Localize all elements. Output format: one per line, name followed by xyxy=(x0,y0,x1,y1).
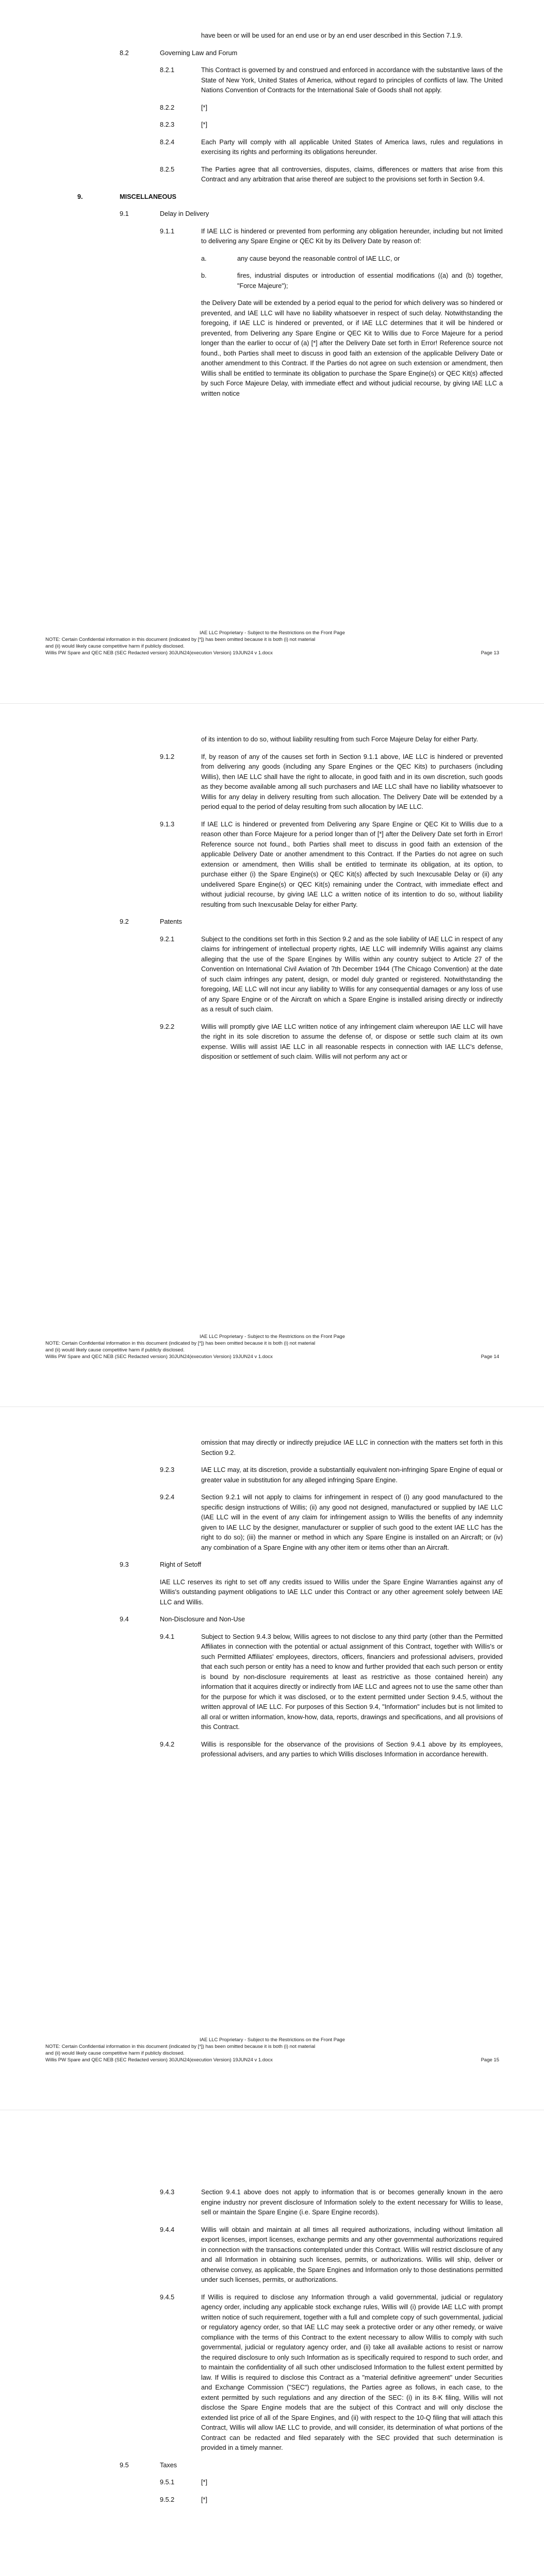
footer-doc-ref: Willis PW Spare and QEC NEB (SEC Redacted version) 30JUN24(execution Version) 19JUN24 v 1.docx xyxy=(45,2057,273,2063)
clause-number: 9.2 xyxy=(120,918,129,925)
clause-text: have been or will be used for an end use or by an end user described in this Section 7.1.9. xyxy=(201,32,463,39)
clause xyxy=(77,1493,503,1553)
clause-number: 9.1.3 xyxy=(160,820,175,828)
clause-number: 8.2.3 xyxy=(160,121,175,128)
clause-number: 9.3 xyxy=(120,1561,129,1568)
footer-note: NOTE: Certain Confidential information in this document (indicated by [*]) has been omitted because it is both (i) not material xyxy=(45,2044,316,2049)
footer-note: and (ii) would likely cause competitive harm if publicly disclosed. xyxy=(45,643,185,649)
footer-note: and (ii) would likely cause competitive harm if publicly disclosed. xyxy=(45,1347,185,1353)
clause-number: a. xyxy=(201,255,207,262)
clause xyxy=(77,2495,503,2505)
clause-text: The Parties agree that all controversies, disputes, claims, differences or matters that arise from this Contract and any arbitration that arise thereof are subject to the provisions set forth in Section 9.4. xyxy=(201,165,503,183)
clause-number: 9.5.1 xyxy=(160,2479,175,2486)
clause-number: 9.4.2 xyxy=(160,1740,175,1748)
clause-text: Section 9.2.1 will not apply to claims for infringement in respect of (i) any good manufactured to the specific design instructions of Willis; (ii) any good not designed, manufactured or supplied by IAE LLC (IAE LLC will in the event of any claim for infringement assign to Willis the benefits of any indemnity given to IAE LLC by the designer, manufacturer or supplier of such good to the extent IAE LLC has the right to do so); (iii) the manner or method in which any Spare Engine is installed on an Aircraft; or (iv) any combination of a Spare Engine with any other item or items other than an Aircraft. xyxy=(201,1494,503,1551)
clause xyxy=(77,138,503,158)
clause-number: 8.2.5 xyxy=(160,165,175,173)
clause-number: 8.2.2 xyxy=(160,104,175,111)
page-content xyxy=(77,2188,503,2512)
clause xyxy=(77,1632,503,1733)
document-page xyxy=(0,703,544,1406)
page-footer xyxy=(45,1333,499,1360)
clause xyxy=(77,227,503,247)
clause xyxy=(77,1615,503,1625)
clause-text: If, by reason of any of the causes set forth in Section 9.1.1 above, IAE LLC is hindered or prevented from delivering any goods (including any Spare Engines or the QEC Kits) to purchasers (including Willis), then IAE LLC shall have the right to allocate, in good faith and in its own discretion, such goods as they become available among all such purchasers and IAE LLC shall have no liability whatsoever to Willis for any delay in delivery resulting from such allocation. The Delivery Date will be extended by a period equal to the period of delay resulting from such allocation by IAE LLC. xyxy=(201,753,503,810)
footer-doc-ref: Willis PW Spare and QEC NEB (SEC Redacted version) 30JUN24(execution Version) 19JUN24 v 1.docx xyxy=(45,1354,273,1360)
clause-text: fires, industrial disputes or introduction of essential modifications ((a) and (b) together, "Force Majeure"); xyxy=(237,272,503,290)
page-number: Page 15 xyxy=(481,2057,499,2063)
clause-text: IAE LLC may, at its discretion, provide a substantially equivalent non-infringing Spare Engine of equal or greater value in substitution for any alleged infringing Spare Engine. xyxy=(201,1466,503,1484)
clause-text: Taxes xyxy=(160,2461,177,2469)
clause-text: Governing Law and Forum xyxy=(160,49,238,57)
document-page xyxy=(0,0,544,703)
clause xyxy=(77,254,503,264)
clause-number: 9.2.2 xyxy=(160,1023,175,1030)
clause xyxy=(77,271,503,291)
footer-note: and (ii) would likely cause competitive harm if publicly disclosed. xyxy=(45,2050,185,2056)
clause-continuation xyxy=(77,1438,503,1458)
clause-text: [*] xyxy=(201,104,207,111)
clause-number: b. xyxy=(201,272,207,279)
page-footer xyxy=(45,630,499,656)
clause-text: of its intention to do so, without liability resulting from such Force Majeure Delay for either Party. xyxy=(201,736,479,743)
clause-number: 9.2.4 xyxy=(160,1494,175,1501)
clause-text: Willis will obtain and maintain at all times all required authorizations, including without limitation all export licenses, import licenses, exchange permits and any other governmental authorizations required in connection with the transactions contemplated under this Contract. Willis will restrict disclosure of any and all Information in obtaining such licenses, permits, or authorizations. Willis will ship, deliver or otherwise convey, as applicable, the Spare Engines and Information only to those destinations permitted under such licenses, permits, or authorizations. xyxy=(201,2226,503,2283)
clause xyxy=(77,2188,503,2218)
clause-continuation xyxy=(77,31,503,41)
footer-proprietary: IAE LLC Proprietary - Subject to the Restrictions on the Front Page xyxy=(200,630,345,636)
page-footer xyxy=(45,2037,499,2063)
clause-number: 8.2 xyxy=(120,49,129,57)
clause-text: If IAE LLC is hindered or prevented from performing any obligation hereunder, including but not limited to delivering any Spare Engine or QEC Kit by its Delivery Date by reason of: xyxy=(201,227,503,245)
clause-number: 9.4.3 xyxy=(160,2189,175,2196)
clause-text: [*] xyxy=(201,2479,207,2486)
clause xyxy=(77,192,503,202)
clause-number: 9.2.3 xyxy=(160,1466,175,1473)
clause xyxy=(77,2461,503,2471)
page-number: Page 14 xyxy=(481,1354,499,1360)
clause xyxy=(77,1465,503,1485)
clause-text: Each Party will comply with all applicable United States of America laws, rules and regulations in exercising its rights and performing its obligations hereunder. xyxy=(201,138,503,156)
footer-doc-ref: Willis PW Spare and QEC NEB (SEC Redacted version) 30JUN24(execution Version) 19JUN24 v 1.docx xyxy=(45,650,273,656)
clause-number: 8.2.1 xyxy=(160,66,175,74)
clause-text: Section 9.4.1 above does not apply to information that is or becomes generally known in the aero engine industry nor prevent disclosure of Information solely to the extent necessary for Willis to lease, sell or maintain the Spare Engine (i.e. Spare Engine records). xyxy=(201,2189,503,2216)
clause-text: omission that may directly or indirectly prejudice IAE LLC in connection with the matters set forth in this Section 9.2. xyxy=(201,1439,503,1456)
clause-text: Subject to Section 9.4.3 below, Willis agrees to not disclose to any third party (other than the Permitted Affiliates in connection with the potential or actual assignment of this Contract, together with Willis's or such Permitted Affiliates' employees, directors, officers, financiers and professional advisers, provided that each such person or entity has a need to know and further provided that each such person or entity is bound by non-disclosure requirements at least as restrictive as those contained herein) any information that it acquires directly or indirectly from IAE LLC and agrees not to use the same other than for the purpose for which it was disclosed, or to the extent permitted under Section 9.4.5, without the written approval of IAE LLC. For purposes of this Section 9.4, "Information" includes but is not limited to all oral or written information, know-how, data, reports, drawings and specifications, and all provisions of this Contract. xyxy=(201,1633,503,1731)
clause-text: any cause beyond the reasonable control of IAE LLC, or xyxy=(237,255,400,262)
clause xyxy=(77,935,503,1015)
clause-text: Right of Setoff xyxy=(160,1561,202,1568)
clause-text: MISCELLANEOUS xyxy=(120,193,176,200)
clause-text: IAE LLC reserves its right to set off any credits issued to Willis under the Spare Engine Warranties against any of Willis's outstanding payment obligations to IAE LLC under this Contract or any other agreement solely between IAE LLC and Willis. xyxy=(160,1578,503,1606)
clause xyxy=(77,752,503,812)
footer-note: NOTE: Certain Confidential information in this document (indicated by [*]) has been omitted because it is both (i) not material xyxy=(45,1341,316,1346)
clause-text: Non-Disclosure and Non-Use xyxy=(160,1616,245,1623)
clause-text: Delay in Delivery xyxy=(160,210,209,217)
clause xyxy=(77,65,503,96)
clause xyxy=(77,2478,503,2488)
clause-number: 9. xyxy=(77,193,83,200)
clause xyxy=(77,48,503,59)
clause-text: [*] xyxy=(201,2496,207,2503)
clause xyxy=(77,2293,503,2453)
clause xyxy=(77,917,503,927)
clause-number: 9.4.4 xyxy=(160,2226,175,2233)
clause-number: 9.4 xyxy=(120,1616,129,1623)
clause-number: 9.5.2 xyxy=(160,2496,175,2503)
clause-number: 9.4.5 xyxy=(160,2293,175,2301)
clause xyxy=(77,820,503,910)
clause-text: Subject to the conditions set forth in this Section 9.2 and as the sole liability of IAE LLC in respect of any claims for infringement of intellectual property rights, IAE LLC will indemnify Willis against any claims alleging that the use of the Spare Engines by Willis within any country subject to Article 27 of the Convention on International Civil Aviation of 7th December 1944 (The Chicago Convention) at the date of such claim infringes any patent, design, or model duly granted or registered. Notwithstanding the foregoing, IAE LLC will not incur any liability to Willis for any consequential damages or any loss of use of any Spare Engine or of the Aircraft on which a Spare Engine is installed arising directly or indirectly as a result of such claim. xyxy=(201,935,503,1013)
footer-proprietary: IAE LLC Proprietary - Subject to the Restrictions on the Front Page xyxy=(200,1334,345,1340)
clause xyxy=(77,165,503,185)
clause-text: Willis will promptly give IAE LLC written notice of any infringement claim whereupon IAE LLC will have the right in its sole discretion to assume the defense of, or dispose or settle such claim at its own expense. Willis will assist IAE LLC in all reasonable respects in connection with IAE LLC's defense, disposition or settlement of such claim. Willis will not perform any act or xyxy=(201,1023,503,1060)
clause xyxy=(77,120,503,130)
clause-continuation xyxy=(77,298,503,399)
clause-text: If Willis is required to disclose any Information through a valid governmental, judicial or regulatory agency order, including any applicable stock exchange rules, Willis will (i) provide IAE LLC with prompt written notice of such requirement, together with a full and complete copy of such governmental, judicial or regulatory agency order, so that IAE LLC may seek a protective order or any other remedy, or waive compliance with the terms of this Contract to the extent necessary to allow Willis to comply with such governmental, judicial or regulatory agency order, and (ii) take all available actions to resist or narrow the required disclosure to only such Information as is specifically required to respond to such order, and to maintain the confidentiality of all such other undisclosed Information to the fullest extent permitted by law. If Willis is required to disclose this Contract as a "material definitive agreement" under Securities and Exchange Commission ("SEC") regulations, the Parties agree as follows, in each case, to the extent permitted by such regulations and any direction of the SEC: (i) in its 8-K filing, Willis will not disclose the Spare Engine models that are the subject of this Contract and will only disclose the extended list price of all of the Spare Engines, and (ii) with respect to the 10-Q filing that will attach this Contract, Willis will allow IAE LLC to provide, and will consider, its determination of what portions of the Contract can be redacted and filed separately with the SEC provided that such determination is provided in a timely manner. xyxy=(201,2293,503,2451)
clause-number: 9.5 xyxy=(120,2461,129,2469)
clause-text: Patents xyxy=(160,918,183,925)
page-number: Page 13 xyxy=(481,650,499,656)
footer-proprietary: IAE LLC Proprietary - Subject to the Restrictions on the Front Page xyxy=(200,2037,345,2043)
page-content xyxy=(77,1438,503,1767)
document-page xyxy=(0,2110,544,2576)
clause xyxy=(77,209,503,219)
clause-number: 9.1.2 xyxy=(160,753,175,760)
document-page xyxy=(0,1406,544,2110)
clause xyxy=(77,1740,503,1760)
clause xyxy=(77,1560,503,1570)
clause-number: 9.1.1 xyxy=(160,227,175,235)
clause-number: 9.4.1 xyxy=(160,1633,175,1640)
clause-continuation xyxy=(77,735,503,745)
page-content xyxy=(77,735,503,1070)
clause-number: 9.2.1 xyxy=(160,935,175,943)
clause-text: the Delivery Date will be extended by a period equal to the period for which delivery was so hindered or prevented, and IAE LLC will have no liability whatsoever in respect of such delay. Notwithstanding the foregoing, if IAE LLC is hindered or prevented, or if IAE LLC determines that it will be hindered or prevented, from Delivering any Spare Engine or QEC Kit to Willis due to Force Majeure for a period longer than the earlier to occur of (a) [*] after the Delivery Date set forth in Error! Reference source not found., both Parties shall meet to discuss in good faith an extension of the applicable Delivery Date or another amendment to this Contract. If the Parties do not agree on such extension or amendment, then Willis shall be entitled to terminate its obligation to purchase the Spare Engine(s) or QEC Kit(s) affected by such Force Majeure Delay, with immediate effect and without judicial recourse, by giving IAE LLC a written notice xyxy=(201,299,503,397)
page-content xyxy=(77,31,503,406)
clause xyxy=(77,103,503,113)
clause-text: If IAE LLC is hindered or prevented from Delivering any Spare Engine or QEC Kit to Willis due to a reason other than Force Majeure for a period longer than of [*] after the Delivery Date set forth in Error! Reference source not found., both Parties shall meet to discuss in good faith an extension of the applicable Delivery Date or another amendment to this Contract. If the Parties do not agree on such extension or amendment, then Willis shall be entitled to terminate its obligation, at its option, to purchase either (i) the Spare Engine(s) or QEC Kit(s) affected by such Inexcusable Delay or (ii) any undelivered Spare Engine(s) or QEC Kit(s) remaining under the Contract, with immediate effect and without judicial recourse, by giving IAE LLC a written notice of its intention to do so, without liability resulting from such Inexcusable Delay for either Party. xyxy=(201,820,503,908)
clause-number: 8.2.4 xyxy=(160,138,175,146)
clause-text: This Contract is governed by and construed and enforced in accordance with the substantive laws of the State of New York, United States of America, without regard to principles of conflicts of law. The United Nations Convention of Contracts for the International Sale of Goods shall not apply. xyxy=(201,66,503,94)
clause-text: [*] xyxy=(201,121,207,128)
clause xyxy=(77,1022,503,1062)
clause-continuation xyxy=(77,1578,503,1608)
clause-text: Willis is responsible for the observance of the provisions of Section 9.4.1 above by its employees, professional advisers, and any parties to which Willis discloses Information in accordance herewith. xyxy=(201,1740,503,1758)
footer-note: NOTE: Certain Confidential information in this document (indicated by [*]) has been omitted because it is both (i) not material xyxy=(45,637,316,642)
clause xyxy=(77,2225,503,2285)
clause-number: 9.1 xyxy=(120,210,129,217)
